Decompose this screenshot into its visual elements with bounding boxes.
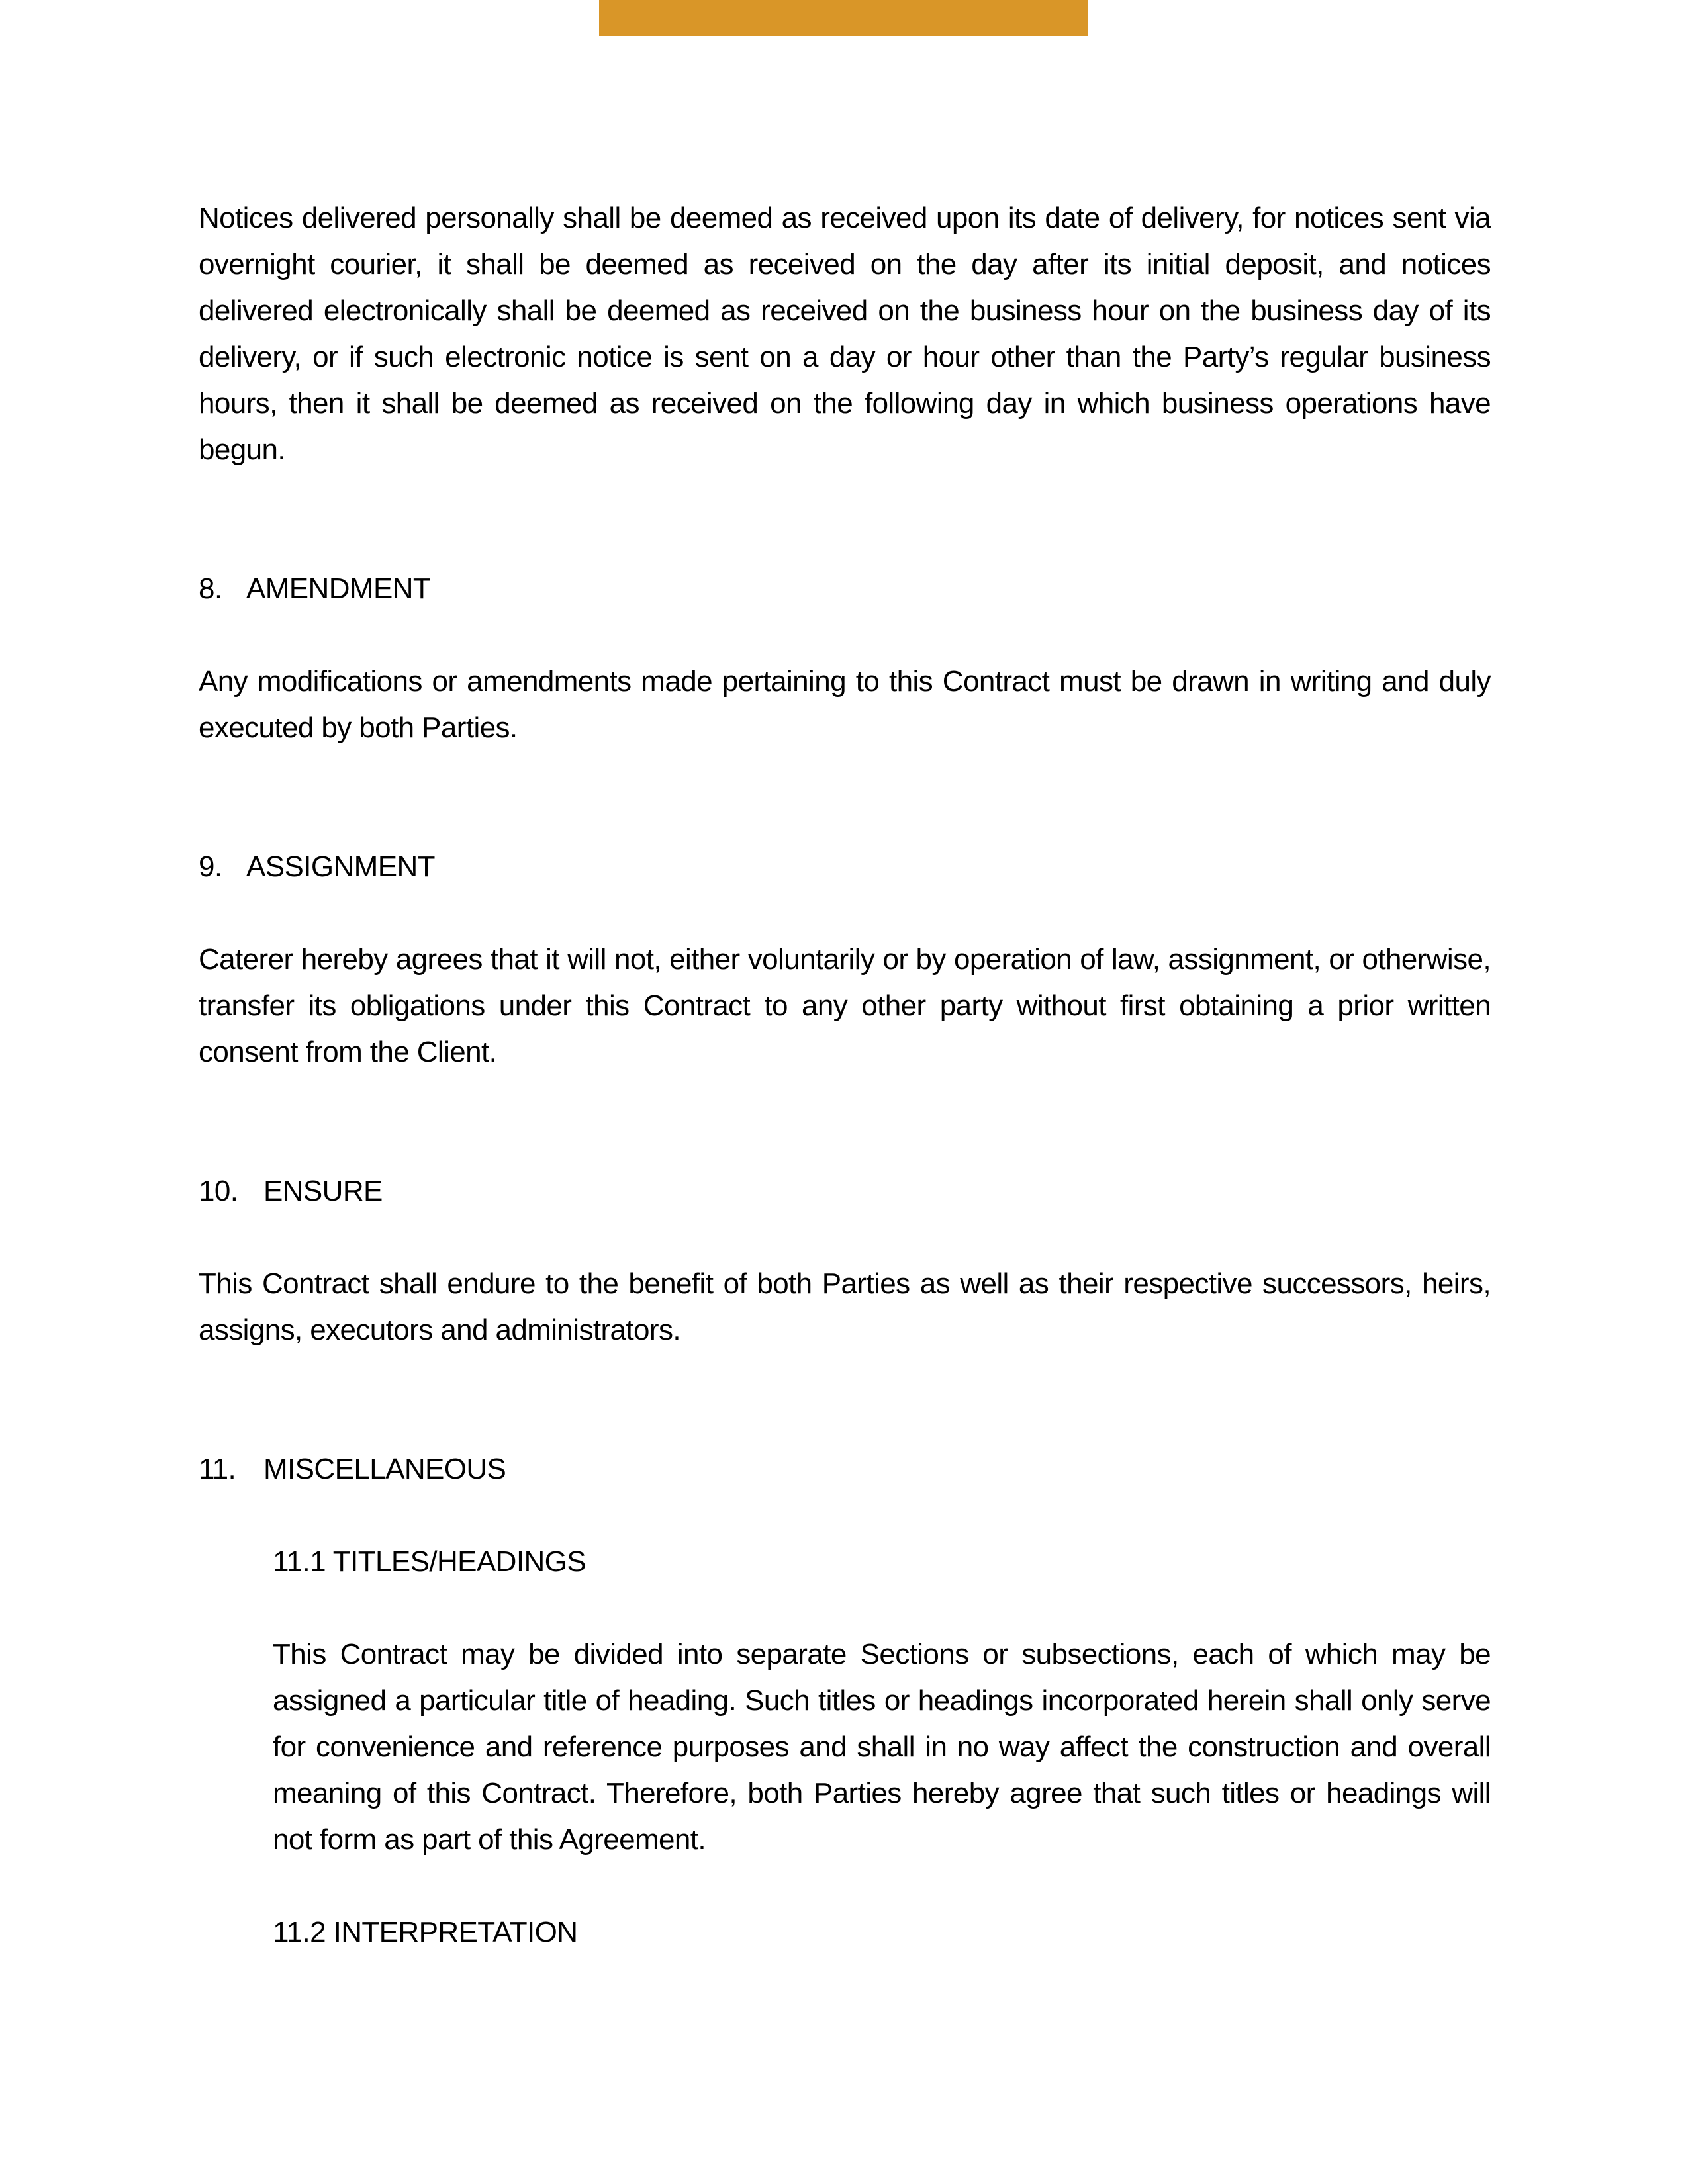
ensure-paragraph: This Contract shall endure to the benefit of both Parties as well as their respective successors, heirs, assigns, executors and administrators.	[199, 1267, 1491, 1346]
section-number: 8.	[199, 572, 222, 605]
section-number: 11.	[199, 1453, 236, 1485]
subsection-heading-interpretation: 11.2 INTERPRETATION	[273, 1916, 578, 1948]
header-accent-bar	[599, 0, 1088, 36]
section-heading-assignment	[199, 844, 1491, 890]
titles-headings-paragraph: This Contract may be divided into separate Sections or subsections, each of which may be assigned a particular title of heading. Such titles or headings incorporated herein shall only serve for convenience and reference purposes and shall in no way affect the construction and overall meaning of this Contract. Therefore, both Parties hereby agree that such titles or headings will not form as part of this Agreement.	[273, 1638, 1491, 1856]
section-title: ENSURE	[263, 1175, 383, 1207]
section-heading-ensure	[199, 1168, 1491, 1214]
document-body	[199, 195, 1491, 1956]
section-title: AMENDMENT	[246, 572, 431, 605]
section-title: ASSIGNMENT	[246, 850, 435, 883]
notices-paragraph: Notices delivered personally shall be deemed as received upon its date of delivery, for notices sent via overnight courier, it shall be deemed as received on the day after its initial deposit, and notices delivered electronically shall be deemed as received on the business hour on the business day of its delivery, or if such electronic notice is sent on a day or hour other than the Party’s regular business hours, then it shall be deemed as received on the following day in which business operations have begun.	[199, 202, 1491, 466]
section-number: 10.	[199, 1175, 238, 1207]
assignment-paragraph: Caterer hereby agrees that it will not, either voluntarily or by operation of law, assignment, or otherwise, transfer its obligations under this Contract to any other party without first obtaining a prior written consent from the Client.	[199, 943, 1491, 1068]
section-number: 9.	[199, 850, 222, 883]
amendment-paragraph: Any modifications or amendments made pertaining to this Contract must be drawn in writing and duly executed by both Parties.	[199, 665, 1491, 744]
section-heading-miscellaneous	[199, 1446, 1491, 1492]
section-title: MISCELLANEOUS	[263, 1453, 506, 1485]
section-heading-amendment	[199, 566, 1491, 612]
subsection-heading-titles: 11.1 TITLES/HEADINGS	[273, 1545, 586, 1578]
